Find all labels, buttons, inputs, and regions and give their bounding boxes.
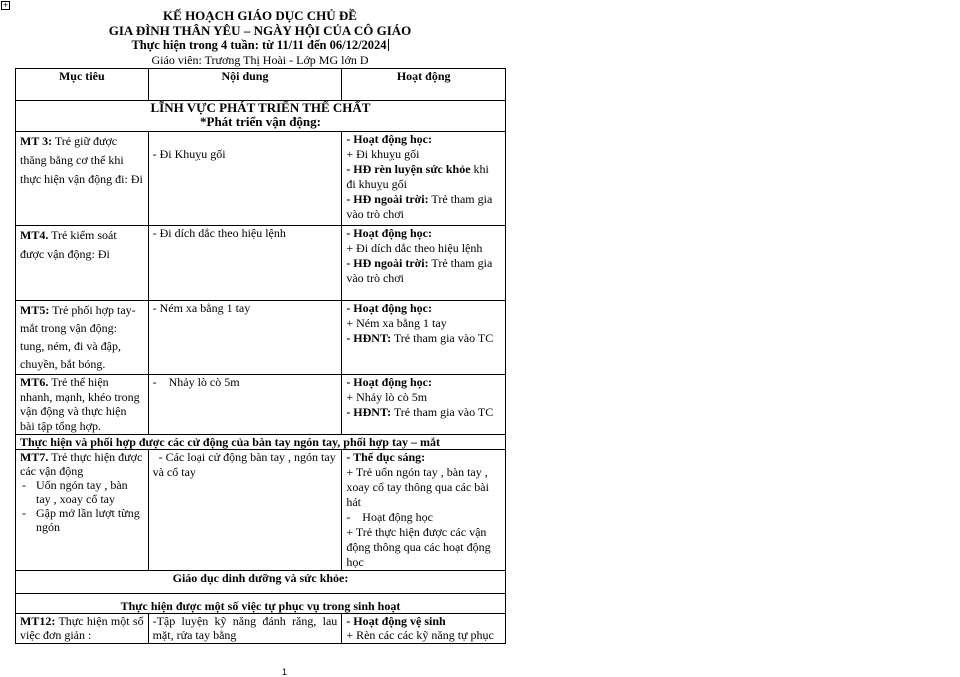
plan-table [15,68,506,644]
activity-heading: - HĐ rèn luyện sức khỏe [346,162,471,176]
table-row [16,132,506,226]
section-title-selfcare: Thực hiện được một số việc tự phục vụ trong sinh hoạt [16,594,506,614]
table-row [16,375,506,435]
table-row [16,226,506,301]
goal-text: Thực hiện một số việc đơn giản : [20,614,144,642]
goal-cell [16,301,149,375]
activity-heading: - HĐ ngoài trời: [346,192,429,206]
content-cell: - Nhảy lò cò 5m [148,375,342,435]
activity-heading: - HĐNT: [346,405,392,419]
goal-label: MT5: [20,303,50,317]
section-title-hand: Thực hiện và phối hợp được các cử động của bàn tay ngón tay, phối hợp tay – mắt [16,435,506,450]
activity-text: Trẻ tham gia vào TC [391,331,494,345]
header-noi-dung: Nội dung [148,69,342,101]
activity-text: khi đi khuỵu gối [346,162,489,191]
period-text: Thực hiện trong 4 tuần: từ 11/11 đến 06/12/2024 [131,38,387,52]
content-cell: - Các loại cử động bàn tay , ngón tay và cổ tay [148,450,342,571]
header-hoat-dong: Hoạt động [342,69,506,101]
content-cell: - Ném xa bằng 1 tay [148,301,342,375]
activity-cell [342,226,506,301]
goal-text: Trẻ thực hiện được các vận động [20,450,143,478]
activity-cell [342,614,506,644]
title-line-1: KẾ HOẠCH GIÁO DỤC CHỦ ĐỀ [163,8,357,23]
activity-text: + Trẻ thực hiện được các vận động thông qua các hoạt động học [346,525,491,569]
content-cell: - Đi Khuỵu gối [148,132,342,226]
goal-cell [16,132,149,226]
section-row-physical [16,101,506,132]
table-row [16,450,506,571]
activity-text: + Ném xa bằng 1 tay [346,316,447,330]
activity-heading: - HĐNT: [346,331,392,345]
activity-heading: - Hoạt động học: [346,132,432,146]
table-row [16,614,506,644]
activity-text: Trẻ tham gia vào TC [391,405,494,419]
activity-text: Trẻ tham gia vào trò chơi [346,256,493,285]
goal-text: Trẻ giữ được thăng bằng cơ thể khi thực hiện vận động đi: Đi [20,134,143,186]
teacher-line: Giáo viên: Trương Thị Hoài - Lớp MG lớn D [151,53,369,67]
page-number: 1 [282,667,288,677]
activity-text: + Rèn các các kỹ năng tự phục [346,628,494,642]
goal-cell [16,450,149,571]
goal-label: MT 3: [20,134,53,148]
section-title-nutrition: Giáo dục dinh dưỡng và sức khỏe: [16,571,506,594]
list-item: - Uốn ngón tay , bàn tay , xoay cổ tay [20,478,144,506]
activity-text: + Đi dích dắc theo hiệu lệnh [346,241,483,255]
text-cursor [388,39,389,51]
header-muc-tieu: Mục tiêu [16,69,149,101]
document-header [15,8,505,68]
goal-label: MT4. [20,228,49,242]
goal-list [20,478,144,534]
activity-heading: - Hoạt động học: [346,301,432,315]
activity-heading: - Hoạt động vệ sinh [346,614,446,628]
activity-cell [342,132,506,226]
title-line-2: GIA ĐÌNH THÂN YÊU – NGÀY HỘI CỦA CÔ GIÁO [108,23,412,38]
activity-text: + Đi khuỵu gối [346,147,420,161]
section-row-hand [16,435,506,450]
goal-label: MT7. [20,450,49,464]
goal-text: Trẻ phối hợp tay- mắt trong vận động: tung, ném, đi và đập, chuyền, bắt bóng. [20,303,136,371]
activity-heading: - Hoạt động học: [346,226,432,240]
goal-text: Trẻ thể hiện nhanh, mạnh, khéo trong vận động và thực hiện bài tập tổng hợp. [20,375,140,433]
activity-heading: - Thể dục sáng: [346,450,426,464]
activity-cell [342,301,506,375]
goal-cell [16,614,149,644]
activity-text: + Nhảy lò cò 5m [346,390,428,404]
activity-cell [342,450,506,571]
section-title-physical: LĨNH VỰC PHÁT TRIỂN THỂ CHẤT [150,100,371,115]
goal-label: MT6. [20,375,49,389]
activity-heading: - Hoạt động học: [346,375,432,389]
activity-text: Trẻ tham gia vào trò chơi [346,192,493,221]
goal-cell [16,226,149,301]
activity-heading: - HĐ ngoài trời: [346,256,429,270]
content-cell: -Tập luyện kỹ năng đánh răng, lau mặt, rửa tay bằng [148,614,342,644]
goal-label: MT12: [20,614,56,628]
goal-cell [16,375,149,435]
activity-text: + Trẻ uốn ngón tay , bàn tay , xoay cổ tay thông qua các bài hát [346,465,489,509]
goal-text: Trẻ kiểm soát được vận động: Đi [20,228,117,261]
table-row [16,301,506,375]
activity-text: - Hoạt động học [346,510,433,524]
table-header-row [16,69,506,101]
section-sub-motor: *Phát triển vận động: [200,114,321,129]
period-line [15,38,505,53]
activity-cell [342,375,506,435]
list-item: - Gập mở lần lượt từng ngón [20,506,144,534]
section-row-selfcare [16,594,506,614]
content-cell: - Đi dích dắc theo hiệu lệnh [148,226,342,301]
move-handle-icon[interactable]: + [2,1,9,9]
section-row-nutrition [16,571,506,594]
